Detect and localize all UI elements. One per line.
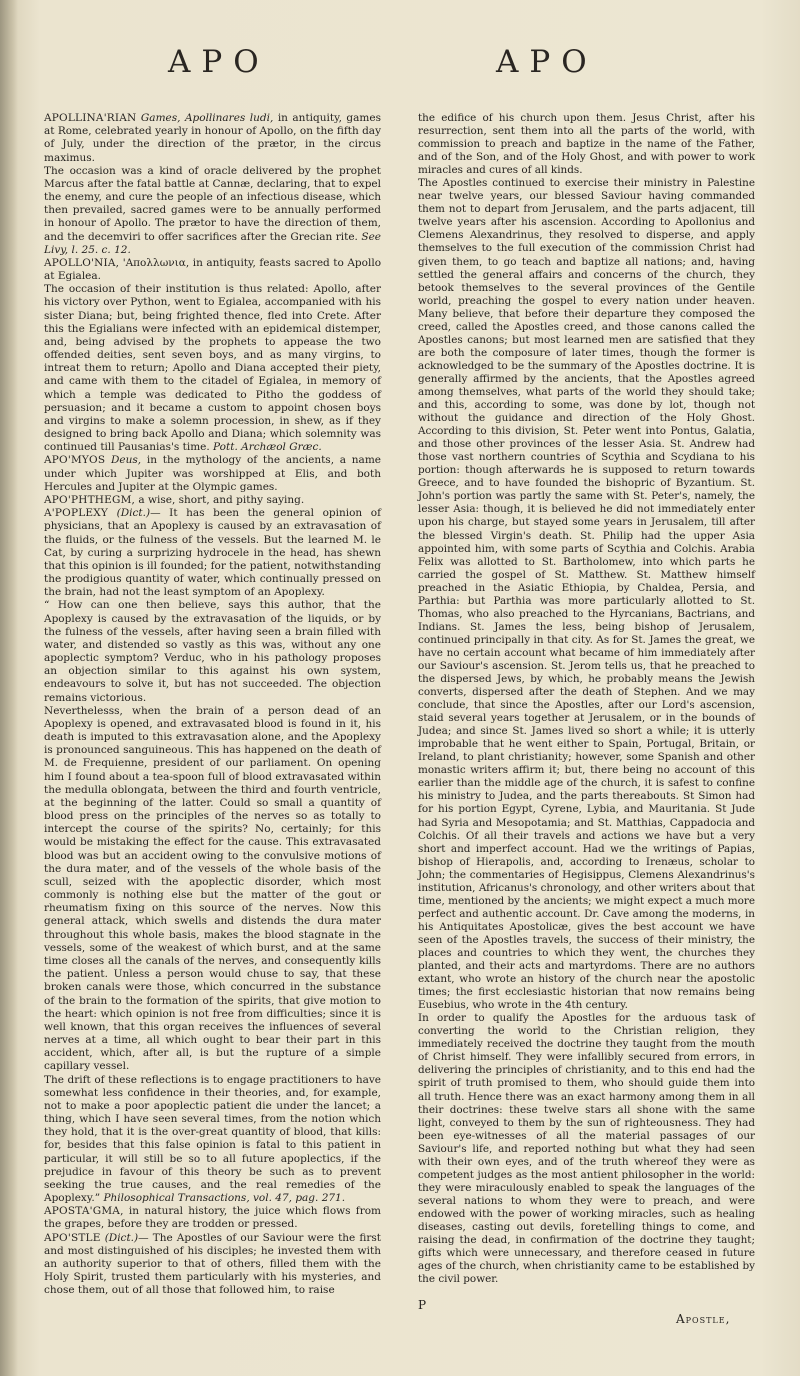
entry-text: in antiquity, games at Rome, celebrated yearly in honour of Apollo, on the fifth day of July, under the direction of the prætor, in the circus maximus. — [44, 112, 381, 164]
entry-headword: APOLLO'NIA, — [44, 256, 120, 269]
entry-text: in antiquity, feasts sacred to Apollo at Egialea. — [44, 256, 382, 283]
entry-headword: APO'STLE — [44, 1231, 101, 1244]
dictionary-entry — [44, 1205, 381, 1231]
entry-paragraph — [418, 177, 755, 1012]
entry-headword: APO'MYOS — [44, 454, 106, 467]
entry-paragraph — [44, 283, 381, 454]
entry-paragraph — [418, 112, 755, 177]
entry-text: The drift of these reflections is to engage practitioners to have somewhat less confidence in their theories, and, for example, not to make a poor apoplectic patient die under the lancet; a thing, which I have seen several times, from the notion which they hold, that it is the over-great quantity of blood, that kills: for, besides that this false opinion is fatal to this patient in particular, it will still be so to all future apoplectics, if the prejudice in favour of this theory be such as to prevent seeking the true causes, and the real remedies of the Apoplexy.” — [44, 1073, 381, 1205]
entry-headword: APO'PHTHEGM, — [44, 493, 136, 506]
signature-mark: P — [418, 1298, 427, 1312]
entry-headword: APOSTA'GMA, — [44, 1205, 124, 1218]
right-column — [418, 112, 755, 1286]
entry-citation: Pott. Archæol Græc. — [213, 441, 322, 454]
entry-text: The Apostles of our Saviour were the first and most distinguished of his disciples; he invested them with an authority superior to that of others, filled them with the Holy Spirit, trusted them particularly with his mysteries, and chose them, out of all those that followed him, to raise — [44, 1231, 381, 1297]
entry-paragraph — [44, 599, 381, 704]
dictionary-entry — [44, 112, 381, 165]
entry-citation: See Livy, l. 25. c. 12. — [44, 230, 382, 256]
dictionary-entry — [44, 454, 381, 494]
catchword: Apostle, — [676, 1312, 731, 1326]
entry-text: The Apostles continued to exercise their ministry in Palestine near twelve years, our blessed Saviour having commanded them not to depart from Jerusalem, and the parts adjacent, till twelve years after his ascension. According to Apollonius and Clemens Alexandrinus, they resolved to disperse, and apply themselves to the full execution of the commission Christ had given them, to go teach and baptize all nations; and, having settled the general affairs and concerns of the church, they betook themselves to the several provinces of the Gentile world, preaching the gospel to every nation under heaven. Many believe, that before their departure they composed the creed, called the Apostles creed, and those canons called the Apostles canons; but most learned men are satisfied that they are both the composure of later times, though the former is acknowledged to be the summary of the Apostles doctrine. It is generally affirmed by the ancients, that the Apostles agreed among themselves, what parts of the world they should take; and this, according to some, was done by lot, though not without the guidance and direction of the Holy Ghost. According to this division, St. Peter went into Pontus, Galatia, and those other provinces of the lesser Asia. St. Andrew had those vast northern countries of Scythia and Scydiana to his portion: though afterwards he is supposed to return towards Greece, and to have founded the bishopric of Byzantium. St. John's portion was partly the same with St. Peter's, namely, the lesser Asia: though, it is believed he did not immediately enter upon his charge, but stayed some years in Jerusalem, till after the blessed Virgin's death. St. Philip had the upper Asia appointed him, with some parts of Scythia and Colchis. Arabia Felix was allotted to St. Bartholomew, into which parts he carried the gospel of St. Matthew. St. Matthew himself preached in the Asiatic Ethiopia, by Chaldea, Persia, and Parthia: but Parthia was more particularly allotted to St. Thomas, who also preached to the Hyrcanians, Bactrians, and Indians. St. James the less, being bishop of Jerusalem, continued principally in that city. As for St. James the great, we have no certain account what became of him immediately after our Saviour's ascension. St. Jerom tells us, that he preached to the dispersed Jews, by which, he probably means the Jewish converts, dispersed after the death of Stephen. And we may conclude, that since the Apostles, after our Lord's ascension, staid several years together at Jerusalem, or in the bounds of Judea; and since St. James lived so short a while; it is utterly improbable that he went either to Spain, Portugal, Britain, or Ireland, to plant christianity; however, some Spanish and other monastic writers affirm it; but, there being no account of this earlier than the middle age of the church, it is safest to confine his ministry to Judea, and the parts thereabouts. St Simon had for his portion Egypt, Cyrene, Lybia, and Mauritania. St Jude had Syria and Mesopotamia; and St. Matthias, Cappadocia and Colchis. Of all their travels and actions we have but a very short and imperfect account. Had we the writings of Papias, bishop of Hierapolis, and, according to Irenæus, scholar to John; the commentaries of Hegisippus, Clemens Alexandrinus's institution, Africanus's chronology, and other writers about that time, mentioned by the ancients; we might expect a much more perfect and authentic account. Dr. Cave among the moderns, in his Antiquitates Apostolicæ, gives the best account we have seen of the Apostles travels, the success of their ministry, the places and countries to which they went, the churches they planted, and their acts and martyrdoms. There are no authors extant, who wrote an history of the church near the apostolic times; the first ecclesiastic historian that now remains being Eusebius, who wrote in the 4th century. — [418, 177, 755, 1012]
dictionary-entry — [44, 1232, 381, 1298]
entry-headword: APOLLINA'RIAN — [44, 112, 137, 124]
entry-paragraph — [44, 1074, 381, 1206]
dictionary-entry — [44, 507, 381, 599]
entry-paragraph — [44, 165, 381, 257]
entry-qualifier: Games, — [140, 112, 181, 124]
entry-text: Neverthelesss, when the brain of a person dead of an Apoplexy is opened, and extravasated blood is found in it, his death is imputed to this extravasation alone, and the Apoplexy is pronounced sanguineous. This has happened on the death of M. de Frequienne, president of our parliament. On opening him I found about a tea-spoon full of blood extravasated within the medulla oblongata, between the third and fourth ventricle, at the beginning of the latter. Could so small a quantity of blood press on the principles of the nerves so as totally to intercept the course of the spirits? No, certainly; for this would be mistaking the effect for the cause. This extravasated blood was but an accident owing to the convulsive motions of the dura mater, and of the vessels of the whole basis of the scull, seized with the apoplectic disorder, which most commonly is nothing else but the matter of the gout or rheumatism fixing on this source of the nerves. Now this general attack, which swells and distends the dura mater throughout this whole basis, makes the blood stagnate in the vessels, some of the weakest of which burst, and at the same time closes all the canals of the nerves, and consequently kills the patient. Unless a person would chuse to say, that these broken canals were those, which concurred in the substance of the brain to the formation of the spirits, that give motion to the heart: which opinion is not free from difficulties; since it is well known, that this organ receives the influences of several nerves at a time, all which ought to bear their part in this accident, which, after all, is but the rupture of a simple capillary vessel. — [44, 704, 381, 1073]
entry-text: The occasion was a kind of oracle delivered by the prophet Marcus after the fatal battle at Cannæ, declaring, that to expel the enemy, and cure the people of an infectious disease, which then prevailed, sacred games were to be annually performed in honour of Apollo. The prætor to have the direction of them, and the decemviri to offer sacrifices after the Grecian rite. — [44, 164, 381, 243]
entry-qualifier: (Dict.)— — [104, 1231, 149, 1244]
running-header-left: APO — [168, 44, 270, 80]
entry-latin: Apollinares ludi, — [184, 112, 274, 124]
entry-text: the edifice of his church upon them. Jesus Christ, after his resurrection, sent them into all the parts of the world, with commission to preach and baptize in the name of the Father, and of the Son, and of the Holy Ghost, and with power to work miracles and cures of all kinds. — [418, 112, 755, 177]
entry-text: The occasion of their institution is thus related: Apollo, after his victory over Python, went to Egialea, accompanied with his sister Diana; but, being frighted thence, fled into Crete. After this the Egialians were infected with an epidemical distemper, and, being advised by the prophets to appease the two offended deities, sent seven boys, and as many virgins, to intreat them to return; Apollo and Diana accepted their piety, and came with them to the citadel of Egialea, in memory of which a temple was dedicated to Pitho the goddess of persuasion; and it became a custom to appoint chosen boys and virgins to make a solemn procession, in shew, as if they designed to bring back Apollo and Diana; which solemnity was continued till Pausanias's time. — [44, 283, 381, 454]
dictionary-entry — [44, 494, 381, 507]
entry-text: It has been the general opinion of physicians, that an Apoplexy is caused by an extravasation of the fluids, or the fulness of the vessels. But the learned M. le Cat, by curing a surprizing hydrocele in the head, has shewn that this opinion is ill founded; for the patient, notwithstanding the prodigious quantity of water, which continually pressed on the brain, had not the least symptom of an Apoplexy. — [44, 507, 381, 599]
entry-paragraph — [418, 1012, 755, 1286]
entry-qualifier: Deus, — [110, 454, 142, 467]
entry-text: in the mythology of the ancients, a name under which Jupiter was worshipped at Elis, and both Hercules and Jupiter at the Olympic games. — [44, 454, 381, 493]
entry-text: a wise, short, and pithy saying. — [138, 493, 305, 506]
entry-text: “ How can one then believe, says this author, that the Apoplexy is caused by the extravasation of the liquids, or by the fulness of the vessels, after having seen a brain filled with water, and distended so vastly as this was, without any one apoplectic symptom? Verduc, who in his pathology proposes an objection similar to this against his own system, endeavours to solve it, but has not succeeded. The objection remains victorious. — [44, 599, 381, 704]
dictionary-entry — [44, 257, 381, 283]
entry-citation: Philosophical Transactions, vol. 47, pag. 271. — [103, 1192, 346, 1205]
page-spine-shadow — [0, 0, 18, 1376]
entry-text: in natural history, the juice which flows from the grapes, before they are trodden or pressed. — [44, 1205, 381, 1231]
entry-paragraph — [44, 705, 381, 1074]
entry-qualifier: (Dict.)— — [116, 507, 161, 520]
running-header-right: APO — [496, 44, 598, 80]
entry-headword: A'POPLEXY — [44, 507, 109, 520]
entry-greek: 'Απολλωνια, — [122, 256, 190, 269]
entry-text: In order to qualify the Apostles for the arduous task of converting the world to the Christian religion, they immediately received the doctrine they taught from the mouth of Christ himself. They were infallibly secured from errors, in delivering the principles of christianity, and to this end had the spirit of truth promised to them, who should guide them into all truth. Hence there was an exact harmony among them in all their doctrines: these twelve stars all shone with the same light, conveyed to them by the sun of righteousness. They had been eye-witnesses of all the material passages of our Saviour's life, and reported nothing but what they had seen with their own eyes, and of the truth whereof they were as competent judges as the most antient philosopher in the world: they were miraculously enabled to speak the languages of the several nations to whom they were to preach, and were endowed with the power of working miracles, such as healing diseases, casting out devils, foretelling things to come, and raising the dead, in confirmation of the doctrine they taught; gifts which were unnecessary, and therefore ceased in future ages of the church, when christianity came to be established by the civil power. — [418, 1012, 755, 1286]
left-column — [44, 112, 381, 1297]
